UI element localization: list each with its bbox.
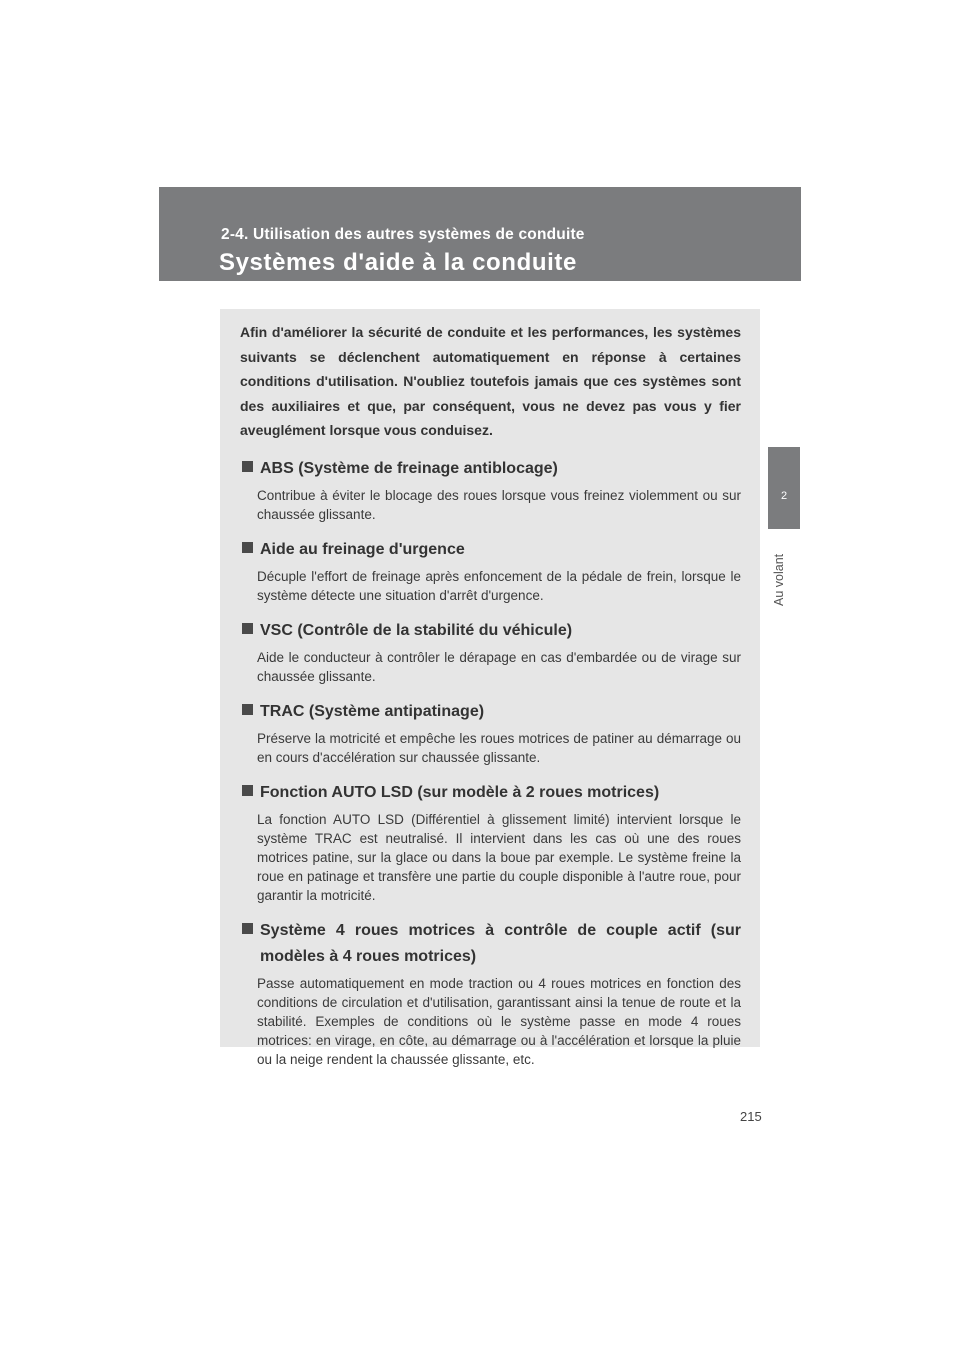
feature-section (240, 918, 741, 1069)
chapter-label: Au volant (772, 553, 786, 606)
feature-heading (240, 618, 741, 644)
feature-description: La fonction AUTO LSD (Différentiel à glissement limité) intervient lorsque le système TRAC est neutralisé. Il intervient dans les cas où une des roues motrices patine, sur la glace ou dans la boue par exemple. Le système freine la roue en patinage et transfère une partie du couple disponible à l'autre roue, pour garantir la motricité. (257, 811, 741, 903)
feature-title: VSC (Contrôle de la stabilité du véhicule) (260, 621, 573, 639)
feature-title: Fonction AUTO LSD (sur modèle à 2 roues motrices) (260, 783, 660, 801)
feature-heading (240, 918, 741, 970)
feature-section (240, 537, 741, 605)
feature-title: Système 4 roues motrices à contrôle de couple actif (sur modèles à 4 roues motrices) (260, 921, 741, 965)
feature-heading (240, 780, 741, 806)
feature-section (240, 780, 741, 905)
section-label: 2-4. Utilisation des autres systèmes de conduite (221, 226, 585, 243)
feature-heading (240, 699, 741, 725)
feature-description: Passe automatiquement en mode traction ou 4 roues motrices en fonction des conditions de circulation et d'utilisation, garantissant ainsi la tenue de route et la stabilité. Exemples de conditions où le système passe en mode 4 roues motrices: en virage, en côte, au démarrage ou à l'accélération et lorsque la pluie ou la neige rendent la chaussée glissante, etc. (257, 975, 741, 1067)
bullet-square-icon (242, 461, 253, 472)
feature-title: TRAC (Système antipatinage) (260, 702, 485, 720)
feature-section (240, 699, 741, 767)
feature-description: Préserve la motricité et empêche les roues motrices de patiner au démarrage ou en cours d'accélération sur chaussée glissante. (257, 730, 741, 765)
page-number: 215 (740, 1109, 762, 1124)
feature-heading (240, 537, 741, 563)
bullet-square-icon (242, 704, 253, 715)
bullet-square-icon (242, 923, 253, 934)
feature-title: Aide au freinage d'urgence (260, 540, 465, 558)
bullet-square-icon (242, 623, 253, 634)
page-title: Systèmes d'aide à la conduite (219, 249, 577, 276)
feature-heading (240, 456, 741, 482)
feature-section (240, 456, 741, 524)
bullet-square-icon (242, 785, 253, 796)
chapter-tab[interactable] (768, 447, 800, 529)
chapter-number: 2 (780, 490, 788, 502)
feature-title: ABS (Système de freinage antiblocage) (260, 459, 558, 477)
feature-description: Contribue à éviter le blocage des roues lorsque vous freinez violemment ou sur chaussée glissante. (257, 487, 741, 522)
feature-description: Décuple l'effort de freinage après enfoncement de la pédale de frein, lorsque le système détecte une situation d'arrêt d'urgence. (257, 568, 741, 603)
bullet-square-icon (242, 542, 253, 553)
content-box (220, 309, 760, 1067)
feature-description: Aide le conducteur à contrôler le dérapage en cas d'embardée ou de virage sur chaussée glissante. (257, 649, 741, 684)
feature-section (240, 618, 741, 686)
intro-paragraph: Afin d'améliorer la sécurité de conduite et les performances, les systèmes suivants se déclenchent automatiquement en réponse à certaines conditions d'utilisation. N'oubliez toutefois jamais que ces systèmes sont des auxiliaires et que, par conséquent, vous ne devez pas vous y fier aveuglément lorsque vous conduisez. (240, 324, 741, 438)
